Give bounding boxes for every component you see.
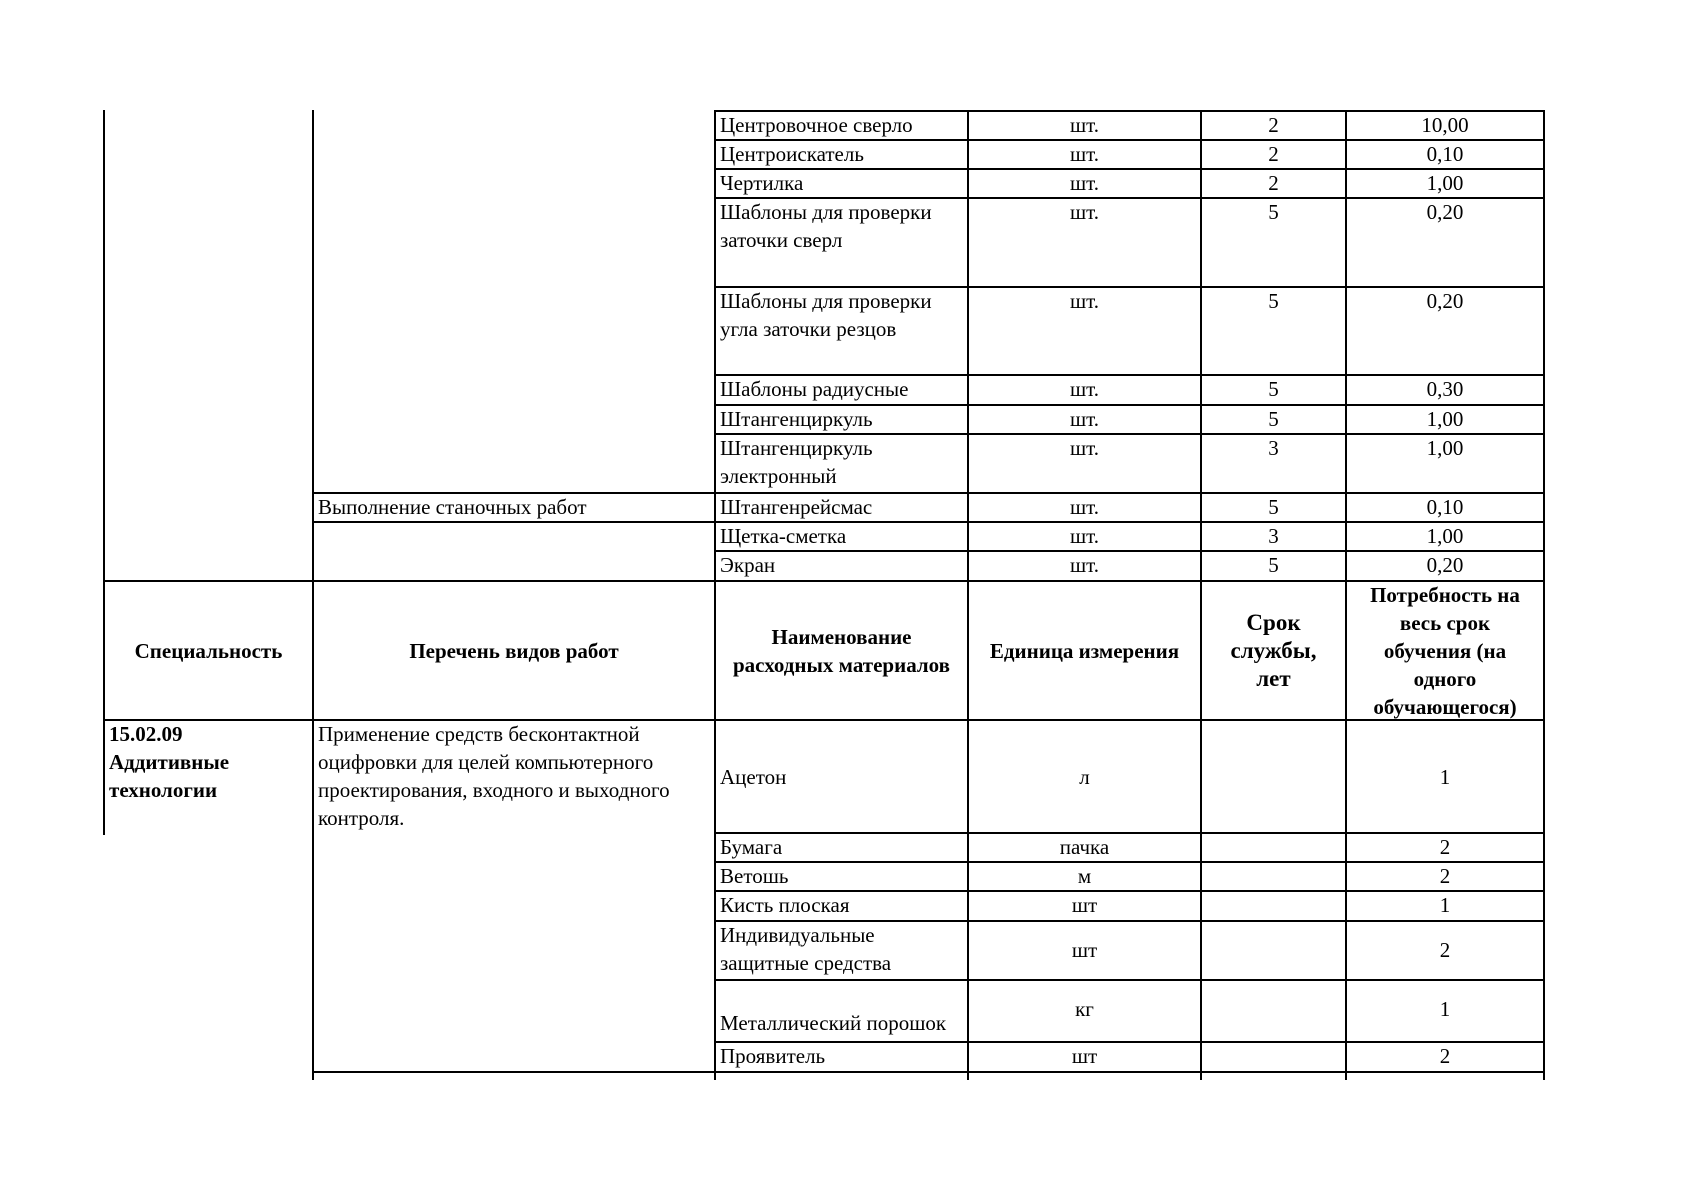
term-value [1202, 891, 1345, 920]
material-name: Щетка-сметка [720, 524, 847, 548]
material-name: Штангенциркуль [720, 407, 873, 431]
need-value: 1 [1439, 997, 1451, 1021]
unit-value: шт. [1069, 142, 1100, 166]
need-value: 0,10 [1426, 495, 1464, 519]
unit-value: шт. [1069, 113, 1100, 137]
material-name: Металлический порошок [720, 1011, 947, 1035]
material-name: Ветошь [720, 864, 789, 888]
term-value [1202, 1042, 1345, 1071]
unit-value: шт [1071, 893, 1098, 917]
unit-value: шт [1071, 1044, 1098, 1068]
term-value: 5 [1268, 377, 1279, 401]
term-value: 2 [1268, 142, 1279, 166]
need-value: 1,00 [1426, 171, 1464, 195]
term-value: 5 [1268, 495, 1279, 519]
need-value: 2 [1439, 938, 1451, 962]
unit-value: шт. [1069, 377, 1100, 401]
need-value: 2 [1439, 835, 1451, 859]
term-value: 3 [1268, 524, 1279, 548]
need-value: 0,20 [1426, 289, 1464, 313]
material-name: Индивидуальные защитные средства [720, 923, 892, 975]
header-material: Наименование расходных материалов [732, 624, 950, 677]
table-border [714, 979, 1545, 981]
unit-value: л [1079, 764, 1090, 789]
material-name: Чертилка [720, 171, 804, 195]
header-works: Перечень видов работ [409, 638, 619, 663]
unit-value: шт. [1069, 553, 1100, 577]
unit-value: шт. [1069, 289, 1100, 313]
need-value: 1,00 [1426, 436, 1464, 460]
material-name: Кисть плоская [720, 893, 850, 917]
need-value: 1 [1439, 893, 1451, 917]
term-value [1202, 995, 1345, 1025]
material-name: Проявитель [720, 1044, 826, 1068]
unit-value: шт. [1069, 495, 1100, 519]
material-name: Экран [720, 553, 776, 577]
material-name: Центровочное сверло [720, 113, 913, 137]
table-border [1543, 110, 1545, 1080]
term-value [1202, 862, 1345, 890]
need-value: 0,30 [1426, 377, 1464, 401]
specialty-name: 15.02.09 Аддитивные технологии [109, 722, 230, 802]
header-specialty: Специальность [134, 638, 283, 663]
header-term: Срок службы, лет [1230, 609, 1317, 691]
unit-value: шт. [1069, 407, 1100, 431]
header-need: Потребность на весь срок обучения (на одного обучающегося) [1370, 582, 1520, 719]
unit-value: пачка [1059, 835, 1110, 859]
term-value [1202, 721, 1345, 832]
unit-value: кг [1075, 997, 1094, 1021]
material-name: Ацетон [720, 764, 787, 789]
unit-value: шт. [1069, 171, 1100, 195]
material-name: Штангенциркуль электронный [720, 436, 873, 488]
term-value [1202, 833, 1345, 861]
unit-value: шт. [1069, 200, 1100, 224]
material-name: Штангенрейсмас [720, 495, 873, 519]
material-name: Центроискатель [720, 142, 864, 166]
material-name: Шаблоны радиусные [720, 377, 909, 401]
unit-value: шт. [1069, 436, 1100, 460]
need-value: 1,00 [1426, 524, 1464, 548]
work-type: Выполнение станочных работ [318, 495, 587, 519]
term-value: 5 [1268, 407, 1279, 431]
term-value: 5 [1268, 553, 1279, 577]
term-value: 2 [1268, 113, 1279, 137]
need-value: 2 [1439, 864, 1451, 888]
header-unit: Единица измерения [989, 638, 1180, 663]
table-border [312, 1071, 1545, 1073]
term-value: 5 [1268, 200, 1279, 224]
need-value: 2 [1439, 1044, 1451, 1068]
term-value: 5 [1268, 289, 1279, 313]
need-value: 10,00 [1421, 113, 1469, 137]
unit-value: м [1077, 864, 1092, 888]
need-value: 1,00 [1426, 407, 1464, 431]
material-name: Бумага [720, 835, 783, 859]
term-value: 2 [1268, 171, 1279, 195]
need-value: 0,10 [1426, 142, 1464, 166]
material-name: Шаблоны для проверки угла заточки резцов [720, 289, 932, 341]
unit-value: шт. [1069, 524, 1100, 548]
term-value [1202, 921, 1345, 979]
material-name: Шаблоны для проверки заточки сверл [720, 200, 932, 252]
unit-value: шт [1071, 938, 1098, 962]
need-value: 0,20 [1426, 200, 1464, 224]
need-value: 0,20 [1426, 553, 1464, 577]
work-description: Применение средств бесконтактной оцифровки для целей компьютерного проектирования, входного и выходного контроля. [318, 722, 670, 830]
term-value: 3 [1268, 436, 1279, 460]
need-value: 1 [1439, 764, 1451, 789]
